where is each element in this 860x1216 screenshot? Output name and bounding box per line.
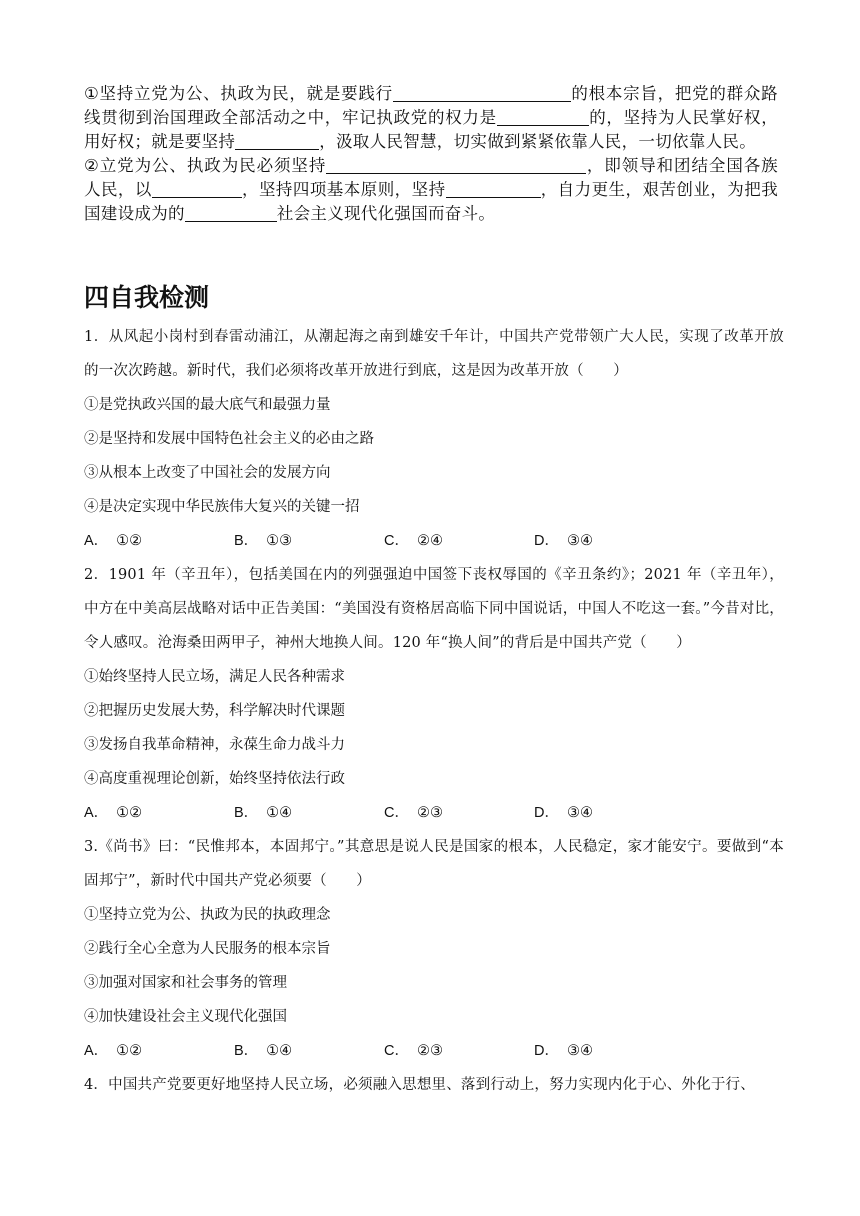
statement: ③发扬自我革命精神，永葆生命力战斗力 [84, 737, 345, 753]
option-letter: C． [384, 1043, 409, 1059]
option-b[interactable] [234, 524, 384, 558]
statement: ④是决定实现中华民族伟大复兴的关键一招 [84, 499, 360, 515]
option-text: ①④ [266, 1043, 293, 1059]
text-segment: ，坚持四项基本原则，坚持 [241, 180, 446, 199]
answer-blank [497, 107, 589, 126]
statement: ①始终坚持人民立场，满足人民各种需求 [84, 669, 345, 685]
option-letter: B． [234, 1043, 259, 1059]
answer-blank [393, 83, 571, 102]
question-stem: 3.《尚书》曰：“民惟邦本，本固邦宁。”其意思是说人民是国家的根本，人民稳定，家才能安宁。要做到“本固邦宁”，新时代中国共产党必须要（ ） [84, 839, 784, 889]
statement: ②把握历史发展大势，科学解决时代课题 [84, 703, 345, 719]
option-text: ②③ [416, 805, 443, 821]
option-letter: C． [384, 805, 409, 821]
option-text: ③④ [566, 1043, 593, 1059]
question-stem: 1．从风起小岗村到春雷动浦江，从潮起海之南到雄安千年计，中国共产党带领广大人民，实现了改革开放的一次次跨越。新时代，我们必须将改革开放进行到底，这是因为改革开放（ ） [84, 329, 784, 379]
option-b[interactable] [234, 1034, 384, 1068]
section-title: 四自我检测 [84, 283, 210, 312]
answer-options [84, 524, 784, 558]
statement: ④加快建设社会主义现代化强国 [84, 1009, 287, 1025]
text-segment: 社会主义现代化强国而奋斗。 [276, 204, 496, 223]
option-text: ①② [116, 1043, 143, 1059]
text-segment: ②立党为公、执政为民必须坚持 [84, 156, 327, 175]
statement: ②是坚持和发展中国特色社会主义的必由之路 [84, 431, 374, 447]
option-a[interactable] [84, 1034, 234, 1068]
answer-blank [152, 179, 242, 198]
text-segment: ，汲取人民智慧，切实做到紧紧依靠人民，一切依靠人民。 [319, 132, 757, 151]
statement: ①坚持立党为公、执政为民的执政理念 [84, 907, 331, 923]
option-letter: D． [534, 533, 559, 549]
answer-blank [446, 179, 541, 198]
fill-in-paragraph-1 [84, 82, 778, 154]
option-text: ①③ [266, 533, 293, 549]
text-segment: 的根本宗旨，把党的群众路线贯彻到治国理政全部活动之中，牢记执政党的权力是 [84, 84, 778, 127]
option-letter: C． [384, 533, 409, 549]
option-c[interactable] [384, 524, 534, 558]
answer-blank [235, 131, 319, 150]
question-2 [84, 558, 784, 830]
option-d[interactable] [534, 1034, 684, 1068]
statement: ④高度重视理论创新，始终坚持依法行政 [84, 771, 345, 787]
question-stem: 4．中国共产党要更好地坚持人民立场，必须融入思想里、落到行动上，努力实现内化于心、外化于行、 [84, 1077, 755, 1093]
option-a[interactable] [84, 796, 234, 830]
option-letter: B． [234, 805, 259, 821]
text-segment: 的，坚持为人民掌好权，用好权；就是要坚持 [84, 108, 778, 151]
option-text: ②③ [416, 1043, 443, 1059]
option-letter: D． [534, 805, 559, 821]
option-a[interactable] [84, 524, 234, 558]
option-letter: B． [234, 533, 259, 549]
option-letter: A． [84, 805, 109, 821]
answer-options [84, 796, 784, 830]
text-segment: ①坚持立党为公、执政为民，就是要践行 [84, 84, 393, 103]
question-list [84, 320, 784, 1102]
answer-options [84, 1034, 784, 1068]
answer-blank [185, 203, 277, 222]
option-text: ②④ [416, 533, 443, 549]
option-letter: D． [534, 1043, 559, 1059]
option-text: ①② [116, 805, 143, 821]
option-text: ①② [116, 533, 143, 549]
option-text: ③④ [566, 805, 593, 821]
option-c[interactable] [384, 1034, 534, 1068]
option-letter: A． [84, 533, 109, 549]
answer-blank [326, 155, 586, 174]
statement: ②践行全心全意为人民服务的根本宗旨 [84, 941, 331, 957]
statement: ③从根本上改变了中国社会的发展方向 [84, 465, 331, 481]
statement: ③加强对国家和社会事务的管理 [84, 975, 287, 991]
option-letter: A． [84, 1043, 109, 1059]
option-d[interactable] [534, 796, 684, 830]
option-c[interactable] [384, 796, 534, 830]
fill-in-blank-section [84, 82, 778, 226]
question-1 [84, 320, 784, 558]
option-text: ①④ [266, 805, 293, 821]
text-segment: ，即领导和团结全国各族人民，以 [84, 156, 778, 199]
option-text: ③④ [566, 533, 593, 549]
question-stem: 2．1901 年（辛丑年），包括美国在内的列强强迫中国签下丧权辱国的《辛丑条约》；2021 年（辛丑年），中方在中美高层战略对话中正告美国：“美国没有资格居高临下同中国说话，中国人不吃这一套。”今昔对比，令人感叹。沧海桑田两甲子，神州大地换人间。120 年“换人间”的背后是中国共产党（ ） [84, 567, 784, 651]
option-b[interactable] [234, 796, 384, 830]
fill-in-paragraph-2 [84, 154, 778, 226]
option-d[interactable] [534, 524, 684, 558]
text-segment: ，自力更生，艰苦创业，为把我国建设成为的 [84, 180, 778, 223]
statement: ①是党执政兴国的最大底气和最强力量 [84, 397, 331, 413]
question-4 [84, 1068, 784, 1102]
question-3 [84, 830, 784, 1068]
